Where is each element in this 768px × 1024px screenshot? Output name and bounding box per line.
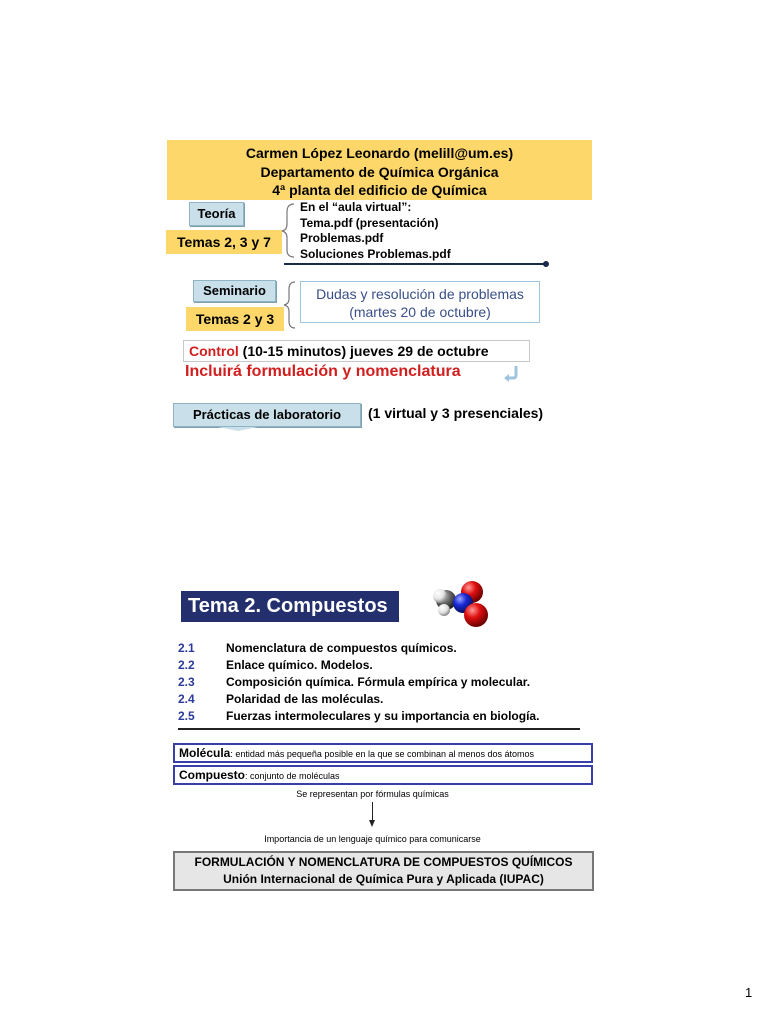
representan-note: Se representan por fórmulas químicas — [296, 789, 449, 799]
contact-header — [167, 140, 592, 200]
dudas-line2: (martes 20 de octubre) — [349, 304, 491, 320]
department: Departamento de Química Orgánica — [260, 163, 499, 180]
location: 4ª planta del edificio de Química — [272, 182, 487, 198]
toc-text: Fuerzas intermoleculares y su importancia en biología. — [226, 709, 540, 723]
compuesto-term: Compuesto — [179, 768, 245, 782]
brace-icon — [281, 202, 297, 258]
file-problemas: Problemas.pdf — [300, 231, 384, 245]
toc-item — [178, 657, 539, 674]
toc-item — [178, 674, 539, 691]
table-of-contents — [178, 640, 539, 725]
toc-number: 2.1 — [178, 641, 195, 655]
practicas-tag: Prácticas de laboratorio — [173, 403, 361, 427]
page-number: 1 — [745, 985, 753, 1000]
control-word: Control — [189, 343, 239, 359]
teoria-temas: Temas 2, 3 y 7 — [166, 230, 282, 254]
control-detail: (10-15 minutos) jueves 29 de octubre — [238, 343, 489, 359]
practicas-pointer — [218, 427, 258, 431]
dudas-line1: Dudas y resolución de problemas — [316, 286, 524, 302]
seminario-temas: Temas 2 y 3 — [186, 307, 284, 331]
toc-text: Polaridad de las moléculas. — [226, 692, 384, 706]
incluira-note: Incluirá formulación y nomenclatura — [185, 363, 461, 380]
return-arrow-icon — [502, 364, 520, 382]
teoria-tag: Teoría — [189, 202, 244, 226]
toc-text: Composición química. Fórmula empírica y molecular. — [226, 675, 531, 689]
iupac-box — [173, 851, 594, 891]
dudas-box — [300, 281, 540, 323]
divider-line — [284, 263, 546, 265]
molecula-term: Molécula — [179, 746, 231, 760]
contact-name: Carmen López Leonardo (melill@um.es) — [245, 145, 514, 161]
molecula-definition — [173, 743, 593, 763]
toc-text: Enlace químico. Modelos. — [226, 658, 373, 672]
molecula-def: : entidad más pequeña posible en la que se combinan al menos dos átomos — [230, 749, 535, 759]
toc-number: 2.5 — [178, 709, 195, 723]
toc-item — [178, 640, 539, 657]
down-arrow-icon — [372, 802, 373, 822]
brace-icon — [283, 280, 297, 330]
toc-text: Nomenclatura de compuestos químicos. — [226, 641, 457, 655]
practicas-detail: (1 virtual y 3 presenciales) — [368, 405, 544, 421]
toc-number: 2.3 — [178, 675, 195, 689]
iupac-line2: Unión Internacional de Química Pura y Aplicada (IUPAC) — [223, 872, 544, 886]
aula-virtual-title: En el “aula virtual”: — [300, 200, 412, 214]
aula-virtual-list — [300, 200, 451, 262]
down-arrow-head — [369, 820, 375, 827]
toc-item — [178, 691, 539, 708]
seminario-tag: Seminario — [193, 280, 276, 302]
toc-item — [178, 708, 539, 725]
page-title: Tema 2. Compuestos — [181, 591, 399, 622]
molecule-icon — [430, 572, 500, 632]
iupac-line1: FORMULACIÓN Y NOMENCLATURA DE COMPUESTOS QUÍMICOS — [194, 855, 573, 869]
control-box — [183, 340, 530, 362]
file-soluciones: Soluciones Problemas.pdf — [300, 246, 451, 261]
toc-number: 2.4 — [178, 692, 195, 706]
file-tema: Tema.pdf (presentación) — [300, 215, 439, 230]
compuesto-definition — [173, 765, 593, 785]
importancia-note: Importancia de un lenguaje químico para comunicarse — [264, 834, 481, 844]
toc-number: 2.2 — [178, 658, 195, 672]
compuesto-def: : conjunto de moléculas — [245, 771, 340, 781]
toc-underline — [178, 728, 580, 730]
